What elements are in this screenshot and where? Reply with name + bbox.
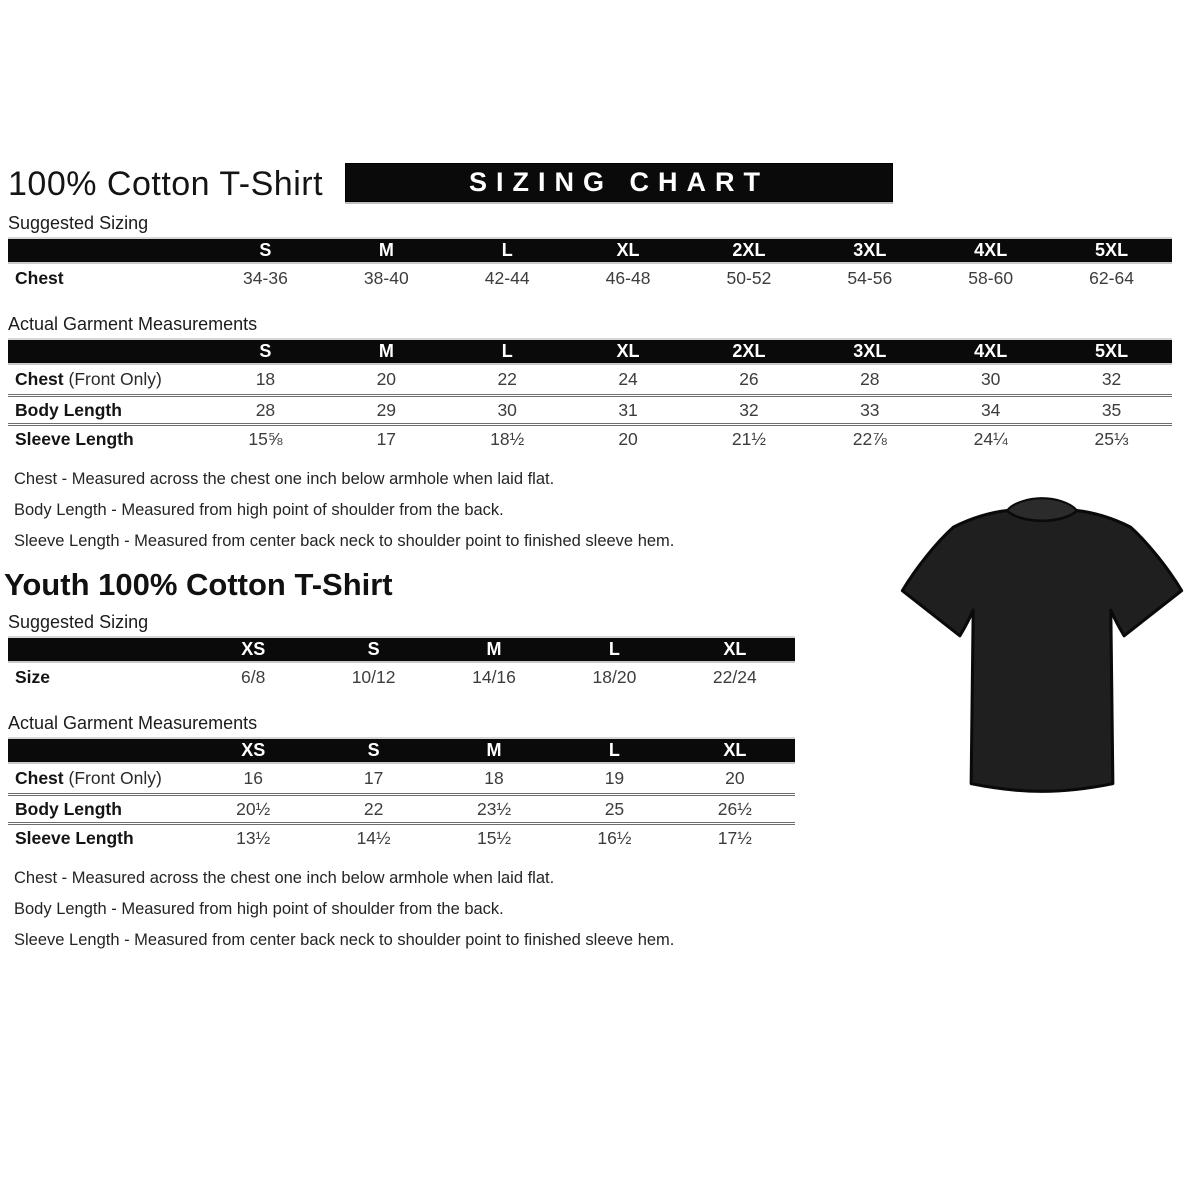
size-column-header: S <box>259 240 272 260</box>
size-column-header: XL <box>723 639 747 659</box>
youth-actual-measurements-table <box>8 737 795 851</box>
youth-suggested-sizing-table <box>8 636 795 692</box>
measurement-cell: 33 <box>860 399 880 420</box>
note-line: Body Length - Measured from high point of shoulder from the back. <box>14 501 504 519</box>
measurement-cell: 19 <box>604 768 625 788</box>
adult-actual-measurements-label: Actual Garment Measurements <box>8 314 258 334</box>
measurement-cell: 26 <box>739 369 759 389</box>
tshirt-body-shape <box>902 511 1181 792</box>
size-column-header: 4XL <box>974 341 1008 361</box>
table-row <box>8 822 795 851</box>
note-line: Body Length - Measured from high point of shoulder from the back. <box>14 900 504 918</box>
measurement-cell: 18/20 <box>592 667 637 687</box>
measurement-cell: 25 <box>604 798 625 819</box>
measurement-cell: 35 <box>1101 399 1122 420</box>
size-column-header: M <box>378 341 394 361</box>
size-column-header: L <box>608 639 620 659</box>
size-column-header: L <box>501 341 513 361</box>
adult-suggested-sizing-table <box>8 237 1172 293</box>
sizing-chart-banner <box>345 163 893 202</box>
size-column-header: 3XL <box>853 240 887 260</box>
table-row <box>8 764 795 793</box>
youth-measurement-notes <box>14 863 1172 956</box>
measurement-cell: 31 <box>618 399 638 420</box>
note-line: Sleeve Length - Measured from center back neck to shoulder point to finished sleeve hem. <box>14 931 675 949</box>
measurement-cell: 17½ <box>717 827 752 848</box>
measurement-cell: 32 <box>1101 369 1122 389</box>
table-header-row <box>8 338 1172 365</box>
measurement-cell: 62-64 <box>1089 268 1134 288</box>
size-column-header: XS <box>241 740 266 760</box>
measurement-cell: 23½ <box>476 798 512 819</box>
table-row <box>8 365 1172 394</box>
size-column-header: 3XL <box>853 341 887 361</box>
size-column-header: M <box>486 740 502 760</box>
measurement-cell: 20 <box>618 428 638 449</box>
measurement-cell: 30 <box>980 369 1001 389</box>
row-label: Body Length <box>15 399 122 420</box>
measurement-cell: 29 <box>376 399 397 420</box>
note-line: Sleeve Length - Measured from center back neck to shoulder point to finished sleeve hem. <box>14 532 675 550</box>
measurement-cell: 28 <box>255 399 276 420</box>
size-column-header: S <box>367 639 380 659</box>
sizing-chart-banner-label: SIZING CHART <box>469 167 769 197</box>
youth-actual-measurements-label: Actual Garment Measurements <box>8 713 258 733</box>
table-header-row <box>8 237 1172 264</box>
measurement-cell: 20 <box>376 369 397 389</box>
black-tshirt-image <box>888 478 1196 810</box>
measurement-cell: 6/8 <box>241 667 266 687</box>
measurement-cell: 22 <box>363 798 384 819</box>
tshirt-collar-shape <box>1007 498 1077 520</box>
size-column-header: M <box>486 639 502 659</box>
size-column-header: 5XL <box>1095 240 1129 260</box>
size-column-header: 2XL <box>732 341 766 361</box>
size-column-header: L <box>608 740 620 760</box>
row-label: Chest <box>15 268 64 288</box>
measurement-cell: 32 <box>739 399 759 420</box>
measurement-cell: 42-44 <box>484 268 530 288</box>
measurement-cell: 34-36 <box>243 268 288 288</box>
size-column-header: XL <box>616 240 640 260</box>
measurement-cell: 22 <box>497 369 517 389</box>
measurement-cell: 18 <box>484 768 504 788</box>
measurement-cell: 38-40 <box>363 268 409 288</box>
measurement-cell: 17 <box>376 428 397 449</box>
row-label: Chest (Front Only) <box>15 768 162 788</box>
measurement-cell: 50-52 <box>726 268 772 288</box>
measurement-cell: 14½ <box>356 827 391 848</box>
adult-suggested-sizing-label: Suggested Sizing <box>8 213 149 233</box>
table-row <box>8 394 1172 423</box>
row-label: Sleeve Length <box>15 827 134 848</box>
size-column-header: S <box>259 341 272 361</box>
size-column-header: XL <box>723 740 747 760</box>
row-label: Body Length <box>15 798 122 819</box>
table-header-row <box>8 737 795 764</box>
measurement-cell: 21½ <box>731 428 766 449</box>
table-header-row <box>8 636 795 663</box>
row-label: Size <box>15 667 51 687</box>
table-row <box>8 663 795 692</box>
measurement-cell: 26½ <box>717 798 752 819</box>
measurement-cell: 22/24 <box>712 667 757 687</box>
measurement-cell: 15½ <box>476 827 512 848</box>
size-column-header: 5XL <box>1095 341 1129 361</box>
youth-title: Youth 100% Cotton T-Shirt <box>4 567 393 602</box>
size-column-header: XS <box>241 639 266 659</box>
measurement-cell: 16 <box>243 768 263 788</box>
row-label: Chest (Front Only) <box>15 369 162 389</box>
size-column-header: 2XL <box>732 240 766 260</box>
measurement-cell: 30 <box>497 399 517 420</box>
measurement-cell: 58-60 <box>968 268 1014 288</box>
size-column-header: XL <box>616 341 640 361</box>
measurement-cell: 34 <box>980 399 1001 420</box>
measurement-cell: 28 <box>860 369 880 389</box>
measurement-cell: 24 <box>618 369 638 389</box>
measurement-cell: 16½ <box>597 827 632 848</box>
adult-title: 100% Cotton T-Shirt <box>8 165 324 203</box>
measurement-cell: 17 <box>363 768 384 788</box>
size-column-header: S <box>367 740 380 760</box>
measurement-cell: 54-56 <box>847 268 893 288</box>
measurement-cell: 20½ <box>236 798 271 819</box>
adult-actual-measurements-table <box>8 338 1172 452</box>
table-row <box>8 423 1172 452</box>
measurement-cell: 22⅞ <box>852 428 887 449</box>
note-line: Chest - Measured across the chest one inch below armhole when laid flat. <box>14 470 555 488</box>
measurement-cell: 25⅓ <box>1094 428 1129 449</box>
size-column-header: L <box>501 240 513 260</box>
measurement-cell: 24¼ <box>973 428 1008 449</box>
table-row <box>8 264 1172 293</box>
measurement-cell: 15⅝ <box>248 428 283 449</box>
measurement-cell: 18½ <box>490 428 525 449</box>
adult-header-row <box>8 163 1172 204</box>
measurement-cell: 14/16 <box>472 667 516 687</box>
measurement-cell: 10/12 <box>351 667 396 687</box>
size-column-header: 4XL <box>974 240 1008 260</box>
size-column-header: M <box>378 240 394 260</box>
measurement-cell: 18 <box>255 369 276 389</box>
note-line: Chest - Measured across the chest one inch below armhole when laid flat. <box>14 869 555 887</box>
measurement-cell: 46-48 <box>605 268 651 288</box>
table-row <box>8 793 795 822</box>
measurement-cell: 20 <box>725 768 745 788</box>
row-label: Sleeve Length <box>15 428 134 449</box>
youth-suggested-sizing-label: Suggested Sizing <box>8 612 149 632</box>
tshirt-svg <box>888 478 1196 810</box>
measurement-cell: 13½ <box>236 827 271 848</box>
